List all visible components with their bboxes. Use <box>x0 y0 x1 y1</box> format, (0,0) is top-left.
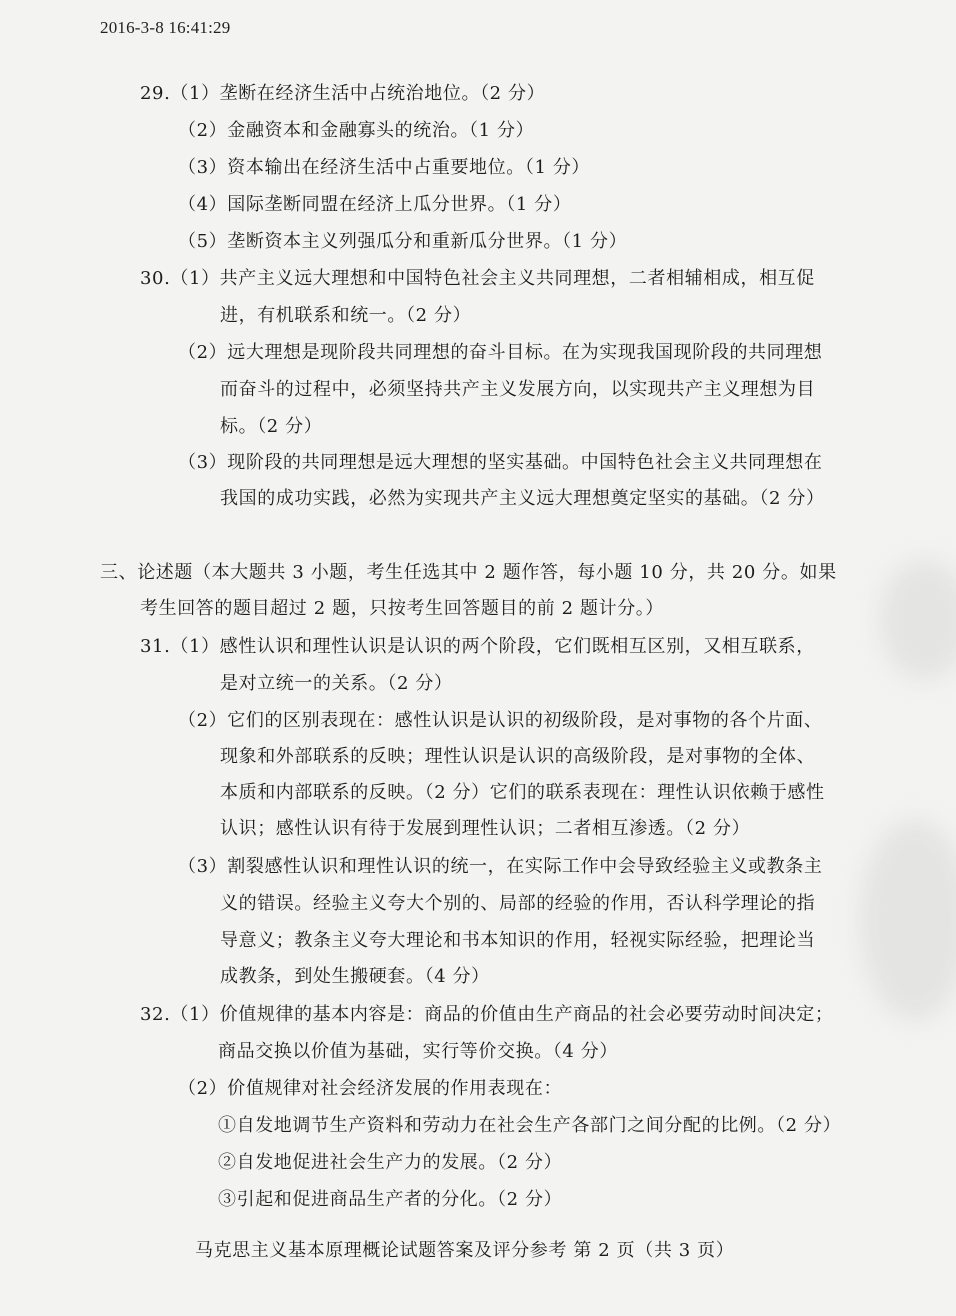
q31-line: 导意义；教条主义夸大理论和书本知识的作用，轻视实际经验，把理论当 <box>220 930 816 951</box>
page-footer: 马克思主义基本原理概论试题答案及评分参考 第 2 页（共 3 页） <box>195 1240 735 1261</box>
q30-line: 30.（1）共产主义远大理想和中国特色社会主义共同理想，二者相辅相成，相互促 <box>140 268 815 289</box>
q29-line: （2）金融资本和金融寡头的统治。（1 分） <box>178 120 535 141</box>
q31-line: 本质和内部联系的反映。（2 分）它们的联系表现在：理性认识依赖于感性 <box>220 782 825 803</box>
q32-line: 商品交换以价值为基础，实行等价交换。（4 分） <box>218 1041 618 1062</box>
q29-line: （4）国际垄断同盟在经济上瓜分世界。（1 分） <box>178 194 572 215</box>
q31-line: 认识；感性认识有待于发展到理性认识；二者相互渗透。（2 分） <box>220 818 751 839</box>
q29-line: （3）资本输出在经济生活中占重要地位。（1 分） <box>178 157 591 178</box>
q29-line: （5）垄断资本主义列强瓜分和重新瓜分世界。（1 分） <box>178 231 628 252</box>
q32-line: ②自发地促进社会生产力的发展。（2 分） <box>218 1152 563 1173</box>
q30-line: 而奋斗的过程中，必须坚持共产主义发展方向，以实现共产主义理想为目 <box>220 379 816 400</box>
q30-line: 标。（2 分） <box>220 416 323 437</box>
scan-smudge <box>860 820 956 1020</box>
q29-line: 29.（1）垄断在经济生活中占统治地位。（2 分） <box>140 83 546 104</box>
q31-line: 现象和外部联系的反映；理性认识是认识的高级阶段，是对事物的全体、 <box>220 746 816 767</box>
q32-line: ①自发地调节生产资料和劳动力在社会生产各部门之间分配的比例。（2 分） <box>218 1115 842 1136</box>
q31-line: （3）割裂感性认识和理性认识的统一，在实际工作中会导致经验主义或教条主 <box>178 856 823 877</box>
q31-line: 成教条，到处生搬硬套。（4 分） <box>220 966 490 987</box>
q32-line: （2）价值规律对社会经济发展的作用表现在： <box>178 1078 563 1099</box>
q32-line: ③引起和促进商品生产者的分化。（2 分） <box>218 1189 563 1210</box>
q31-line: 31.（1）感性认识和理性认识是认识的两个阶段，它们既相互区别，又相互联系， <box>140 636 815 657</box>
scan-smudge <box>880 560 956 680</box>
q31-line: 是对立统一的关系。（2 分） <box>220 673 453 694</box>
print-timestamp: 2016-3-8 16:41:29 <box>100 18 231 37</box>
section-heading: 考生回答的题目超过 2 题，只按考生回答题目的前 2 题计分。） <box>140 598 664 619</box>
q30-line: 进，有机联系和统一。（2 分） <box>220 305 472 326</box>
q30-line: （3）现阶段的共同理想是远大理想的坚实基础。中国特色社会主义共同理想在 <box>178 452 823 473</box>
q31-line: 义的错误。经验主义夸大个别的、局部的经验的作用，否认科学理论的指 <box>220 893 816 914</box>
q32-line: 32.（1）价值规律的基本内容是：商品的价值由生产商品的社会必要劳动时间决定； <box>140 1004 834 1025</box>
section-heading: 三、论述题（本大题共 3 小题，考生任选其中 2 题作答，每小题 10 分，共 20 分。如果 <box>100 562 837 583</box>
q30-line: 我国的成功实践，必然为实现共产主义远大理想奠定坚实的基础。（2 分） <box>220 488 825 509</box>
q30-line: （2）远大理想是现阶段共同理想的奋斗目标。在为实现我国现阶段的共同理想 <box>178 342 823 363</box>
q31-line: （2）它们的区别表现在：感性认识是认识的初级阶段，是对事物的各个片面、 <box>178 710 823 731</box>
